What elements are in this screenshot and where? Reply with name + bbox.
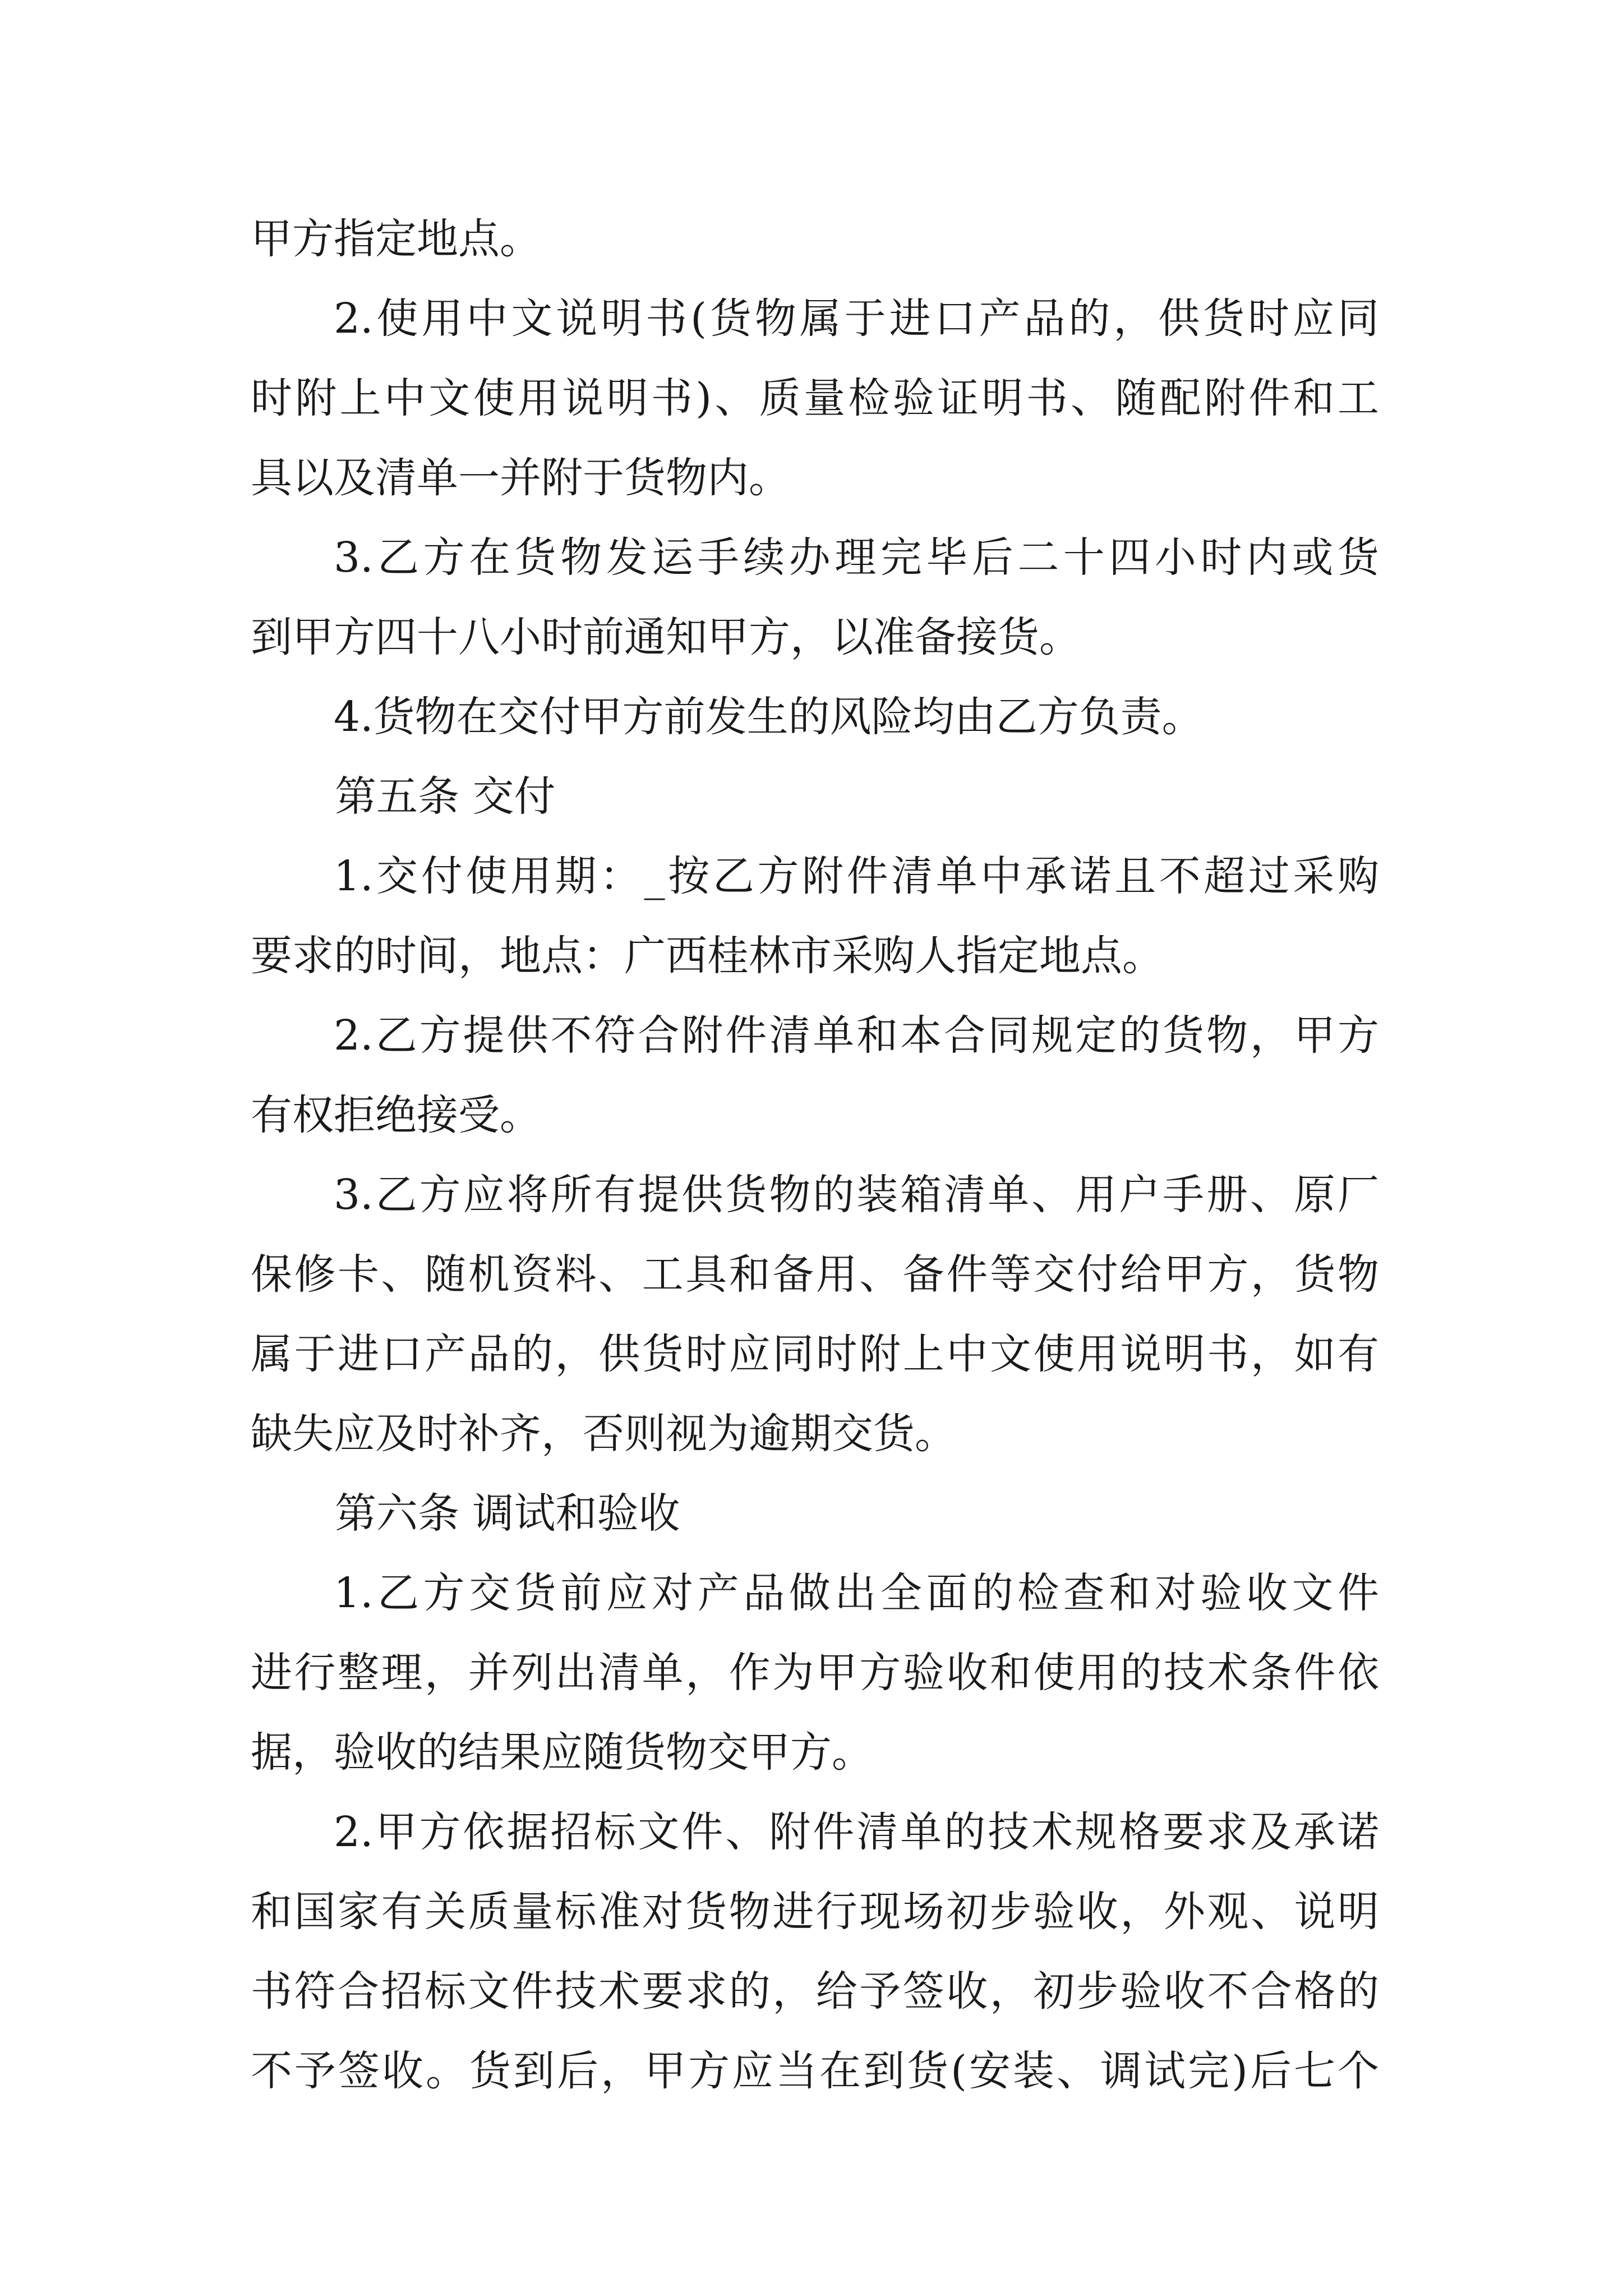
text-line: 据，验收的结果应随货物交甲方。 (251, 1728, 873, 1777)
text-line: 到甲方四十八小时前通知甲方，以准备接货。 (251, 613, 1081, 661)
document-page (251, 199, 1379, 2111)
text-line: 和国家有关质量标准对货物进行现场初步验收，外观、说明 (251, 1888, 1379, 1936)
text-line: 2.使用中文说明书(货物属于进口产品的，供货时应同 (334, 295, 1379, 343)
text-line: 3.乙方在货物发运手续办理完毕后二十四小时内或货 (334, 533, 1379, 582)
text-line: 书符合招标文件技术要求的，给予签收，初步验收不合格的 (251, 1967, 1379, 2016)
text-line: 甲方指定地点。 (251, 215, 541, 263)
text-line: 保修卡、随机资料、工具和备用、备件等交付给甲方，货物 (251, 1250, 1379, 1299)
text-line: 有权拒绝接受。 (251, 1091, 541, 1139)
section-heading: 第五条 交付 (335, 772, 556, 821)
text-line: 2.乙方提供不符合附件清单和本合同规定的货物，甲方 (334, 1011, 1379, 1060)
text-line: 要求的时间，地点：广西桂林市采购人指定地点。 (251, 932, 1164, 980)
text-line: 时附上中文使用说明书)、质量检验证明书、随配附件和工 (251, 374, 1379, 422)
text-line: 3.乙方应将所有提供货物的装箱清单、用户手册、原厂 (334, 1171, 1379, 1219)
text-line: 1.交付使用期：_按乙方附件清单中承诺且不超过采购 (334, 852, 1379, 900)
text-line: 4.货物在交付甲方前发生的风险均由乙方负责。 (334, 693, 1204, 741)
section-heading: 第六条 调试和验收 (335, 1489, 680, 1538)
text-line: 1.乙方交货前应对产品做出全面的检查和对验收文件 (334, 1569, 1379, 1617)
text-line: 进行整理，并列出清单，作为甲方验收和使用的技术条件依 (251, 1649, 1379, 1697)
text-line: 不予签收。货到后，甲方应当在到货(安装、调试完)后七个 (251, 2047, 1379, 2095)
text-line: 具以及清单一并附于货物内。 (251, 454, 790, 502)
text-line: 2.甲方依据招标文件、附件清单的技术规格要求及承诺 (334, 1808, 1379, 1856)
text-line: 属于进口产品的，供货时应同时附上中文使用说明书，如有 (251, 1330, 1379, 1378)
text-line: 缺失应及时补齐，否则视为逾期交货。 (251, 1410, 956, 1458)
